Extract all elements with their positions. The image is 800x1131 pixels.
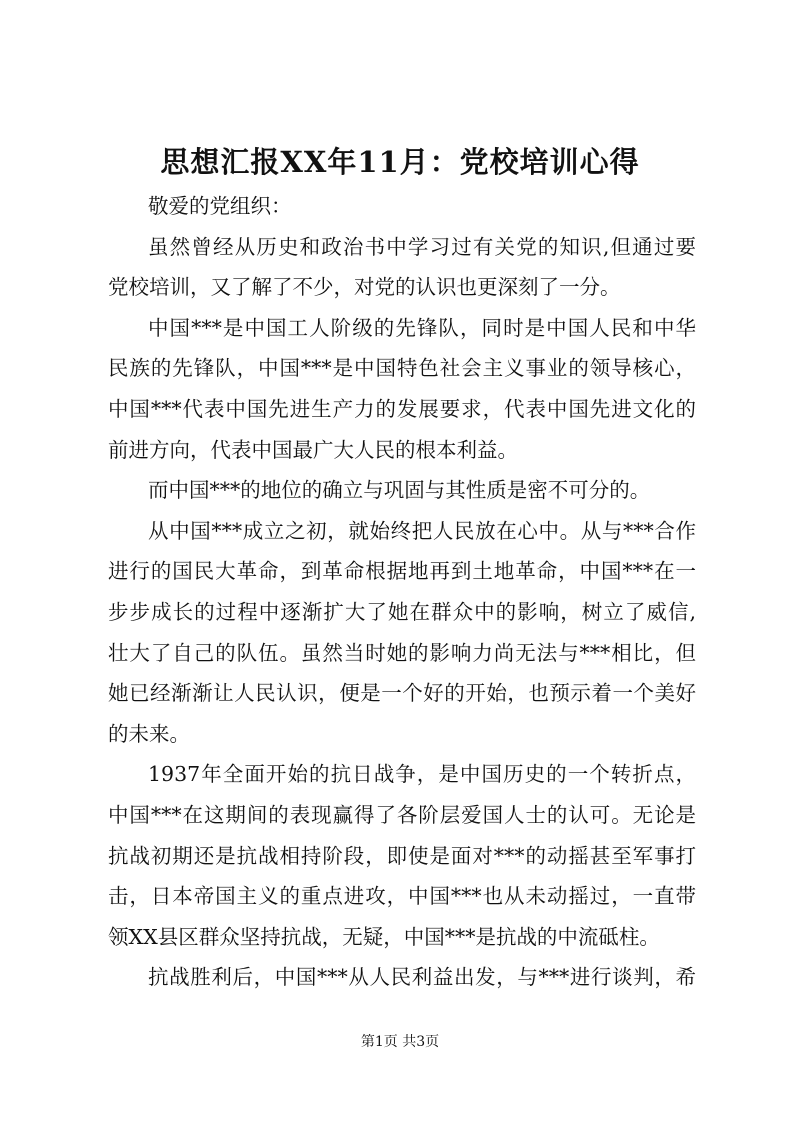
paragraph-line: 而中国***的地位的确立与巩固与其性质是密不可分的。	[148, 478, 651, 503]
paragraph-line: 进行的国民大革命，到革命根据地再到土地革命，中国***在一	[108, 559, 696, 584]
paragraph-line: 击，日本帝国主义的重点进攻，中国***也从未动摇过，一直带	[108, 884, 696, 909]
document-title: 思想汇报XX年11月：党校培训心得	[160, 145, 640, 179]
paragraph-line: 党校培训，又了解了不少，对党的认识也更深刻了一分。	[108, 275, 621, 300]
paragraph-line: 中国***是中国工人阶级的先锋队，同时是中国人民和中华	[148, 315, 696, 340]
paragraph-line: 前进方向，代表中国最广大人民的根本利益。	[108, 437, 518, 462]
paragraph-line: 从中国***成立之初，就始终把人民放在心中。从与***合作	[148, 518, 696, 543]
paragraph-line: 中国***代表中国先进生产力的发展要求，代表中国先进文化的	[108, 396, 696, 421]
page-footer: 第1页 共3页	[360, 1034, 440, 1050]
paragraph-line: 民族的先锋队，中国***是中国特色社会主义事业的领导核心，	[108, 356, 696, 381]
paragraph-line: 抗战初期还是抗战相持阶段，即使是面对***的动摇甚至军事打	[108, 843, 696, 868]
document-body	[108, 186, 696, 998]
paragraph-line: 壮大了自己的队伍。虽然当时她的影响力尚无法与***相比，但	[108, 640, 696, 665]
paragraph-line: 的未来。	[108, 721, 190, 746]
paragraph-line: 虽然曾经从历史和政治书中学习过有关党的知识,但通过要	[148, 234, 696, 259]
paragraph-line: 领XX县区群众坚持抗战，无疑，中国***是抗战的中流砥柱。	[108, 924, 660, 949]
paragraph-line: 抗战胜利后，中国***从人民利益出发，与***进行谈判，希	[148, 965, 696, 990]
paragraph-line: 1937年全面开始的抗日战争，是中国历史的一个转折点，	[148, 762, 696, 787]
paragraph-line: 步步成长的过程中逐渐扩大了她在群众中的影响，树立了威信,	[108, 599, 696, 624]
paragraph-line: 敬爱的党组织：	[148, 194, 292, 218]
paragraph-line: 她已经渐渐让人民认识，便是一个好的开始，也预示着一个美好	[108, 681, 696, 706]
paragraph-line: 中国***在这期间的表现赢得了各阶层爱国人士的认可。无论是	[108, 802, 696, 827]
